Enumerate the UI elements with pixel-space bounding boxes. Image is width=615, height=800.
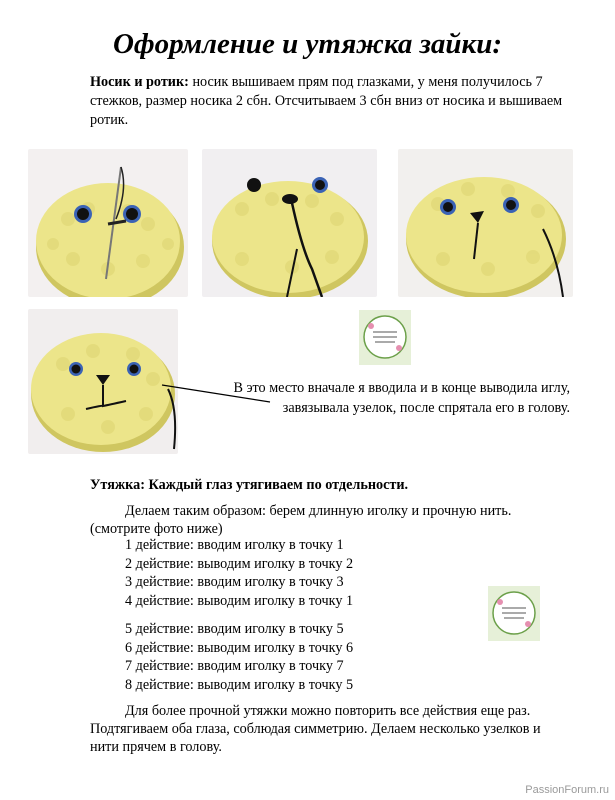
step-item: 6 действие: выводим иголку в точку 6 xyxy=(125,639,354,656)
watermark: PassionForum.ru xyxy=(525,784,609,796)
photo-bunny-nose xyxy=(202,149,377,297)
note-line-1: В это место вначале я вводила и в конце выводила иглу, xyxy=(233,380,570,396)
final-paragraph xyxy=(90,702,570,756)
step-item: 3 действие: вводим иголку в точку 3 xyxy=(125,574,344,590)
instruction-line-2: (смотрите фото ниже) xyxy=(90,521,223,537)
step-item: 1 действие: вводим иголку в точку 1 xyxy=(125,537,344,553)
photo-bunny-face-finished xyxy=(28,309,178,454)
steps-list-2 xyxy=(125,620,353,694)
page-title: Оформление и утяжка зайки: xyxy=(112,28,503,60)
step-item: 4 действие: выводим иголку в точку 1 xyxy=(125,592,354,609)
steps-list-1 xyxy=(125,536,353,610)
intro-text: носик вышиваем прям под глазками, у меня получилось 7 стежков, размер носика 2 сбн. Отсчитываем 3 сбн вниз от носика и вышиваем ротик. xyxy=(90,74,563,128)
photo-bunny-needle xyxy=(28,149,188,297)
intro-paragraph xyxy=(90,73,590,130)
section-heading xyxy=(90,477,408,494)
shop-logo-2 xyxy=(488,586,540,641)
shop-logo xyxy=(359,310,411,365)
photo-bunny-mouth xyxy=(398,149,573,297)
section-label: Утяжка: xyxy=(90,477,145,493)
note-line-2: завязывала узелок, после спрятала его в голову. xyxy=(282,400,570,416)
instruction-paragraph xyxy=(90,502,570,538)
note-text xyxy=(200,378,570,418)
instruction-line-1: Делаем таким образом: берем длинную иголку и прочную нить. xyxy=(125,503,512,519)
step-item: 5 действие: вводим иголку в точку 5 xyxy=(125,621,344,637)
step-item: 7 действие: вводим иголку в точку 7 xyxy=(125,658,344,674)
intro-label: Носик и ротик: xyxy=(90,74,189,90)
final-text: Для более прочной утяжки можно повторить все действия еще раз. Подтягиваем оба глаза, соблюдая симметрию. Делаем несколько узелков и нити прячем в голову. xyxy=(90,703,541,755)
step-item: 2 действие: выводим иголку в точку 2 xyxy=(125,555,354,572)
step-item: 8 действие: выводим иголку в точку 5 xyxy=(125,676,354,693)
section-text: Каждый глаз утягиваем по отдельности. xyxy=(144,477,409,493)
